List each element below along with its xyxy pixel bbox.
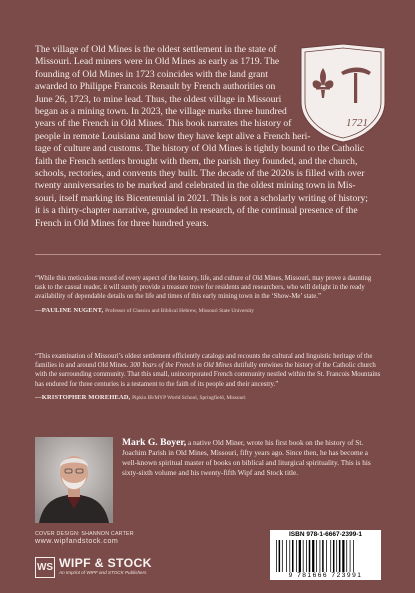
quote-author: —PAULINE NUGENT, bbox=[35, 306, 104, 314]
intro-line: The village of Old Mines is the oldest settlement in the state of bbox=[35, 44, 277, 55]
barcode-bar bbox=[330, 540, 331, 572]
author-photo bbox=[35, 437, 113, 523]
barcode-bar bbox=[333, 540, 335, 572]
barcode-bar bbox=[322, 540, 324, 572]
quote-affiliation: Professor of Classics and Biblical Hebrew, Missouri State University bbox=[105, 307, 254, 314]
intro-line: founding of Old Mines in 1723 coincides with the land grant bbox=[35, 68, 268, 80]
isbn-barcode bbox=[270, 530, 381, 580]
quote-text-end: dutifully entwines the history of the Catholic church with the surrounding community. That this small, unincorporated French community nestled within the St. Francois Mountains has endured for three centuries is a testament to the faith of its people and their ancestry.” bbox=[35, 362, 381, 388]
intro-line: schools, rectories, and convents they built. The decade of the 2020s is filled with over bbox=[35, 168, 365, 180]
credits bbox=[35, 531, 134, 545]
barcode-bar bbox=[353, 540, 354, 572]
intro-line: faith the French settlers brought with them, the parish they founded, and the church, bbox=[35, 155, 358, 167]
publisher-mark: WS bbox=[35, 557, 55, 578]
endorsement-quote-2 bbox=[35, 352, 381, 403]
quote-affiliation: Pipkin IB/MYP World School, Springfield, Missouri bbox=[132, 394, 246, 401]
intro-line: people in remote Louisiana and how they have kept alive a French heri- bbox=[35, 130, 311, 142]
barcode-bar bbox=[309, 540, 311, 572]
quote-attribution bbox=[35, 393, 381, 403]
emblem-year: 1721 bbox=[346, 117, 368, 129]
barcode-bar bbox=[320, 540, 321, 572]
intro-line: it is a thirty-chapter narrative, grounded in research, of the continual presence of the bbox=[35, 205, 358, 217]
endorsement-quote-1 bbox=[35, 274, 381, 316]
quote-author: —KRISTOPHER MOREHEAD, bbox=[35, 393, 131, 401]
barcode-bar bbox=[276, 540, 277, 572]
intro-line: years of the French in Old Mines. This book narrates the history of bbox=[35, 118, 292, 130]
barcode-bar bbox=[292, 540, 294, 572]
barcode-bar bbox=[339, 540, 341, 572]
intro-line: Missouri. Lead miners were in Old Mines as early as 1719. The bbox=[35, 56, 280, 68]
section-divider bbox=[35, 254, 381, 255]
quote-text-start: “This examination of Missouri’s oldest settlement efficiently catalogs and recounts the cultural and linguistic heritage of the families in and around Old Mines. bbox=[35, 353, 373, 370]
intro-line: began as a mining town. In 2023, the village marks three hundred bbox=[35, 106, 287, 118]
barcode-bar bbox=[336, 540, 337, 572]
barcode-bar bbox=[282, 540, 283, 572]
intro-line: tage of culture and customs. The history of Old Mines is tightly bound to the Catholic bbox=[35, 143, 365, 155]
quote-attribution bbox=[35, 306, 381, 316]
publisher-logo bbox=[35, 557, 195, 583]
isbn-number: ISBN 978-1-6667-2399-1 bbox=[289, 531, 362, 538]
barcode-bar bbox=[306, 540, 307, 572]
intro-line: June 26, 1723, to mine lead. Thus, the oldest village in Missouri bbox=[35, 93, 282, 105]
book-title: 300 Years of the French in Old Mines bbox=[129, 362, 232, 370]
barcode-bar bbox=[279, 540, 281, 572]
publisher-name: WIPF & STOCK bbox=[59, 556, 152, 570]
barcode-bar bbox=[346, 540, 347, 572]
shield-emblem-icon bbox=[297, 42, 389, 144]
author-name: Mark G. Boyer, bbox=[122, 437, 187, 448]
barcode-bar bbox=[350, 540, 351, 572]
barcode-bar bbox=[326, 540, 327, 572]
barcode-bar bbox=[289, 540, 290, 572]
barcode-digits: 9 781666 723991 bbox=[288, 572, 363, 579]
intro-line: French in Old Mines for three hundred years. bbox=[35, 217, 209, 229]
publisher-tagline: An Imprint of WIPF and STOCK Publishers bbox=[59, 570, 147, 575]
barcode-bar bbox=[286, 540, 287, 572]
intro-line: souri, itself marking its Bicentennial in 2021. This is not a scholarly writing of history; bbox=[35, 192, 368, 204]
barcode-bar bbox=[312, 540, 314, 572]
barcode-bars bbox=[275, 540, 376, 572]
publisher-website: www.wipfandstock.com bbox=[35, 537, 119, 545]
cover-design-credit: COVER DESIGN: SHANNON CARTER bbox=[35, 531, 134, 537]
barcode-bar bbox=[316, 540, 317, 572]
author-bio bbox=[122, 438, 380, 478]
quote-text: “While this meticulous record of every aspect of the history, life, and culture of Old Mines, Missouri, may prove a daunting task to the casual reader, it will surely provide a treasure trove for residents and researchers, who will delight in the ready availability of dependable details on the life and times of this early mining town in the ‘Show-Me’ state.” bbox=[35, 275, 372, 301]
intro-line: awarded to Philippe Francois Renault by French authorities on bbox=[35, 81, 276, 93]
bio-text: a native Old Miner, wrote his first book on the history of St. Joachim Parish in Old Mines, Missouri, fifty years ago. Since then, he has become a well-known spiritual master of books on biblical and liturgical spirituality. This is his sixty-sixth volume and his twenty-fifth Wipf and Stock title. bbox=[122, 438, 371, 477]
barcode-bar bbox=[296, 540, 297, 572]
barcode-bar bbox=[303, 540, 304, 572]
barcode-bar bbox=[342, 540, 344, 572]
barcode-bar bbox=[299, 540, 301, 572]
intro-line: twenty anniversaries to be marked and celebrated in the oldest mining town in Mis- bbox=[35, 180, 356, 192]
